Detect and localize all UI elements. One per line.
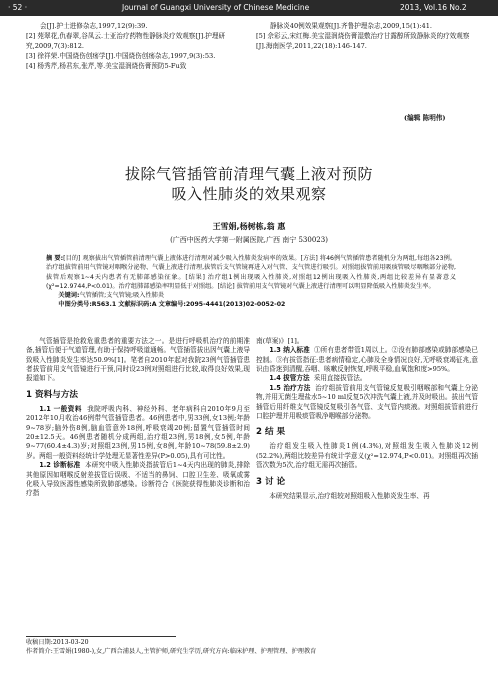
author-info: 作者简介:王雪娟(1980-),女,广西合浦县人,主管护师,研究生学历,研究方向:临床护理、护理管理、护理教育 (26, 647, 317, 655)
discussion-paragraph: 本研究结果显示,治疗组较对照组吸入性肺炎发生率、再 (269, 491, 430, 500)
issue-info: 2013, Vol.16 No.2 (400, 3, 467, 12)
abstract-label: 摘 要: (46, 255, 64, 262)
reference-item: [4] 杨秀芹,杨君东,张芹,等.美宝湿润烧伤膏预防5-Fu致 (26, 62, 187, 71)
section-heading: 2 结 果 (256, 427, 286, 438)
left-column (26, 337, 250, 499)
subsection-text: 治疗组拔管前用支气管镜反复吸引咽喉部和气囊上分泌物,并用无菌生理盐水5~10 ml反复5次冲洗气囊上液,并及时吸出。拔出气管插管后用纤维支气管镜反复吸引各气管、支气管内痰液。对照组拔管前进行口腔护理并用吸痰管吸净咽喉部分泌物。 (256, 383, 478, 420)
references-right (256, 22, 478, 52)
page-number: · 52 · (8, 3, 28, 12)
results-paragraph: 治疗组发生吸入性肺炎1例(4.3%),对照组发生吸入性肺炎12例(52.2%),两组比较差异有统计学意义(χ²=12.974,P<0.01)。对照组再次插管次数为5次,治疗组无需再次插管。 (256, 442, 478, 470)
intro-paragraph: 气管插管是抢救危重患者的重要方法之一。是进行呼吸机治疗的前期准备,插管后便于气道管理,有助于保持呼吸道通畅。气管插管拔出因气囊上液导致吸入性肺炎发生率达50.9%[1]。笔者自2010年起对我院23例气管插管患者拔管前用支气管镜进行干预,同时设23例对照组进行比较,取得良好效果,现报道如下。 (26, 337, 250, 383)
keywords: 气管插管;支气管镜;吸入性肺炎 (79, 292, 165, 300)
subsection-text: 采用直接拔管法。 (313, 374, 367, 383)
right-column (256, 337, 478, 501)
footnote-rule (26, 636, 176, 637)
reference-item: [3] 徐祥荣.中国烧伤创疡学[J].中国烧伤创疡杂志,1997,9(3):53. (26, 52, 216, 61)
subsection-label: 1.2 诊断标准 (39, 461, 81, 470)
section-heading: 3 讨 论 (256, 476, 286, 487)
subsection-text: ①所有患者带管1周以上。②没有肺部感染或肺部感染已控制。③有拔管指征:患者病情稳定,心肺及全身情况良好,无呼吸衰竭征兆,意识由昏迷到清醒,吞咽、咳嗽反射恢复,呼吸平稳,血氧饱和度>95%。 (256, 346, 478, 374)
subsection-label: 1.3 纳入标准 (269, 346, 310, 355)
subsection-text: 本研究中吸入性肺炎指拔管后1~4天内出现的肺炎,排除其他原因如咽喉反射差拔管后误吸、不适当的鼻饲、口腔卫生差、吸氧或雾化吸入导致医源性感染所致肺部感染。诊断符合《医院获得性肺炎诊断和治疗指 (26, 461, 250, 498)
footnote (26, 639, 478, 657)
classification-meta: 中图分类号:R563.1 文献标识码:A 文章编号:2095-4441(2013)02-0052-02 (58, 301, 286, 309)
subsection-label: 1.1 一般资料 (39, 405, 82, 413)
abstract-block (46, 254, 456, 310)
reference-item: [5] 佘彩云,宋红梅.美宝湿润烧伤膏湿敷治疗甘露醇所致静脉炎的疗效观察[J].海南医学,2011,22(18):146-147. (256, 32, 470, 50)
subsection-label: 1.5 治疗方法 (269, 383, 311, 392)
authors: 王雪娟,杨树栋,翁 惠 (212, 222, 286, 231)
section-heading: 1 资料与方法 (26, 389, 78, 400)
references-left (26, 22, 250, 73)
reference-item: 静脉炎40例效果观察[J].齐鲁护理杂志,2009,15(1):41. (270, 22, 432, 30)
continued-text: 南(草案)》[1]。 (256, 337, 304, 345)
article-title-line2: 吸入性肺炎的效果观察 (171, 185, 327, 203)
reference-item: [2] 苑翠花,仇春翠,谷凤云.士亚治疗药物性静脉炎疗效观察[J].护理研究,2009,7(3):812. (26, 32, 226, 50)
subsection-label: 1.4 拔管方法 (269, 374, 310, 383)
keywords-label: 关键词: (58, 292, 80, 300)
reference-item: 会[J].护士进修杂志,1997,12(9):39. (40, 22, 148, 30)
received-date: 收稿日期:2013-03-20 (26, 639, 89, 646)
subsection-text: 我院呼吸内科、神经外科、老年病科自2010年9月至2012年10月收治46例带气管插管患者。46例患者中,男33例,女13例;年龄9~78岁;脑外伤8例,脑血管意外18例,呼吸衰竭20例;留置气管插管时间20±12.5天。46例患者随机分成两组,治疗组23例,男18例,女5例,年龄9~77(60.4±4.3)岁;对照组23例,男15例,女8例,年龄10~78(59.8±2.9)岁。两组一般资料经统计学处理无显著性差异(P>0.05),具有可比性。 (26, 405, 250, 460)
journal-header (0, 0, 498, 16)
editor-note: (编辑 陈明伟) (404, 114, 446, 122)
article-title-line1: 拔除气管插管前清理气囊上液对预防 (124, 165, 373, 183)
journal-name: Journal of Guangxi University of Chinese Medicine (122, 3, 310, 12)
affiliation: (广西中医药大学第一附属医院,广西 南宁 530023) (170, 236, 328, 244)
abstract-text: [目的] 观察拔出气管插管前清理气囊上液体进行清理对减少吸入性肺炎发病率的效果。[方法] 将46例气管插管患者随机分为两组,每组各23例。治疗组拔管前用气管镜对咽喉分泌物、气囊上液进行清理,拔管后支气管镜再进入对气管、支气管进行吸引。对照组拔管前用吸痰管吸尽咽喉部分泌物,拔管后观察1~4天内患者有无肺部感染征象。[结果] 治疗组1例出现吸入性肺炎,对照组12例出现吸入性肺炎,两组比较差异有显著意义(χ²=12.9744,P<0.01)。治疗组肺部感染率明显低于对照组。[结论] 拔管前用支气管镜对气囊上液进行清理可以明显降低吸入性肺炎发生率。 (46, 255, 456, 290)
